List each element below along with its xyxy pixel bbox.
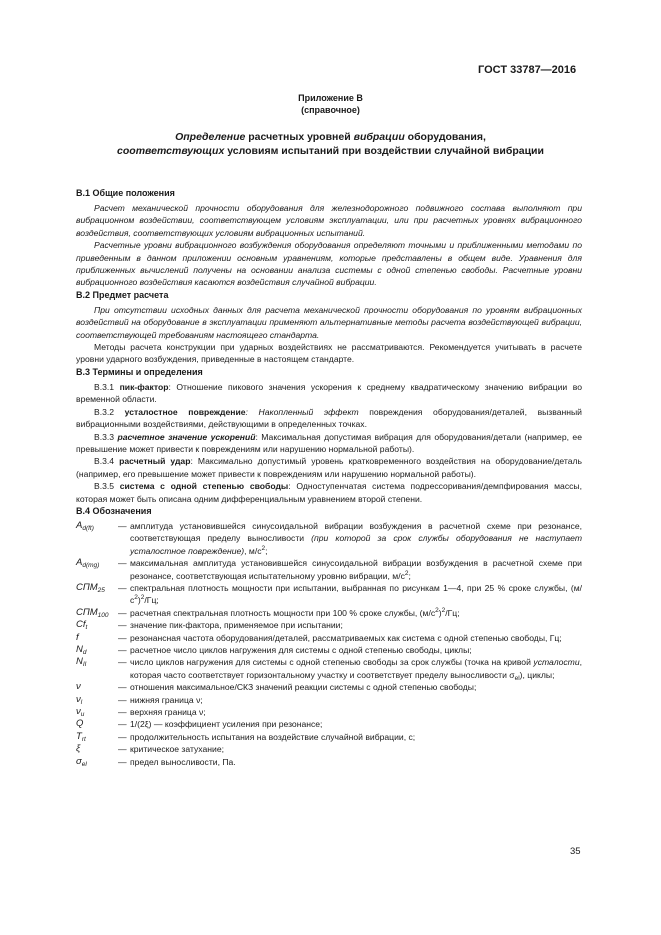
document-body [76,187,582,768]
symbol-row: $Cf_t$ — значение пик-фактора, применяемое при испытании; [76,619,343,632]
symbol-row: $A_{d(mg)}$ — максимальная амплитуда установившейся синусоидальной вибрации возбуждения в расчетной схеме при резонансе, соответствующая испытательному уровню вибрации, $м/с^2$; [76,557,582,581]
symbol-row: ξ — критическое затухание; [76,743,224,755]
term-definition: В.3.4 расчетный удар: Максимально допустимый уровень кратковременного воздействия на оборудование/деталь (например, его превышение может привести к повреждениям или нарушению нормальной работы). [76,456,582,479]
symbols-table [76,520,582,768]
section-heading: В.2 Предмет расчета [76,289,169,300]
section-heading: В.1 Общие положения [76,188,175,198]
symbol-row: $A_{d(ft)}$ — амплитуда установившейся синусоидальной вибрации возбуждения в расчетной схеме при резонансе, соответствующая пределу выносливости (при которой за срок службы оборудования не наступает усталостное повреждение), $м/с^2$; [76,519,582,556]
term-definition: В.3.2 усталостное повреждение: Накопленный эффект повреждения оборудования/деталей, вызванный вибрационными воздействиями, действующими в определенных точках. [76,406,582,430]
symbol-row: $T_{rt}$ — продолжительность испытания на воздействие случайной вибрации, с; [76,730,416,743]
term-definition: В.3.5 система с одной степенью свободы: Одноступенчатая система подрессоривания/демпфирования массы, которая может быть описана одним дифференциальным уравнением второй степени. [76,481,582,504]
term-definition: В.3.3 расчетное значение ускорений: Максимальная допустимая вибрация для оборудования/детали (например, ее превышение может привести к повреждениям или нарушению нормальной работы). [76,431,582,454]
term-definition: В.3.1 пик-фактор: Отношение пикового значения ускорения к среднему квадратическому значению вибрации во временной области. [76,381,582,405]
appendix-label: Приложение В [298,93,363,103]
appendix-type: (справочное) [301,105,360,115]
appendix-header [0,92,661,116]
symbol-row: $N_{II}$ — число циклов нагружения для системы с одной степенью свободы за срок службы (точка на кривой усталости, которая часто соответствует горизонтальному участку и соответствует пределу выносливости $\sigma_{el}$), циклы; [76,656,582,682]
page-number: 35 [570,846,581,857]
symbol-row: ν — отношения максимальное/СКЗ значений реакции системы с одной степенью свободы; [76,681,477,693]
section-heading: В.3 Термины и определения [76,366,203,377]
appendix-title: Определение расчетных уровней вибрации оборудования, соответствующих условиям испытаний при воздействии случайной вибрации [117,131,544,157]
symbol-row: Q — 1/(2ξ) — коэффициент усиления при резонансе; [76,718,323,730]
symbol-row: $\nu_l$ — нижняя граница ν; [76,693,203,706]
symbol-row: $\sigma_{el}$ — предел выносливости, Па. [76,755,236,768]
paragraph: Расчетные уровни вибрационного возбуждения оборудования определяют точными и приближенными методами по приведенным в данном приложении основным уравнениям, которые представлены в общем виде. Уравнения для приближенных вычислений получены на основании анализа системы с одной степенью свободы. Расчетные уровни вибрационного воздействия касаются воздействия случайной вибрации. [76,240,582,288]
paragraph: При отсутствии исходных данных для расчета механической прочности оборудования по уровням вибрационных воздействий на оборудование в эксплуатации применяют альтернативные методы расчета воздействующей вибрации, соответствующей требованиям настоящего стандарта. [76,304,582,340]
symbol-row: $СПМ_{100}$ — расчетная спектральная плотность мощности при 100 % сроке службы, $(м/с^2)^2/Гц$; [76,606,460,619]
paragraph: Методы расчета конструкции при ударных воздействиях не рассматриваются. Рекомендуется учитывать в расчете уровни ударного возбуждения, приведенные в настоящем стандарте. [76,342,582,365]
symbol-row: $N_d$ — расчетное число циклов нагружения для системы с одной степенью свободы, циклы; [76,644,472,656]
symbol-row: $\nu_u$ — верхняя граница ν; [76,706,206,719]
symbol-row: $СПМ_{25}$ — спектральная плотность мощности при испытании, выбранная по рисункам 1—4, при 25 % сроке службы, $(м/с^2)^2/Гц$; [76,581,582,606]
standard-number: ГОСТ 33787—2016 [478,64,577,76]
symbol-row: f — резонансная частота оборудования/деталей, рассматриваемых как система с одной степенью свободы, Гц; [76,631,562,643]
section-heading: В.4 Обозначения [76,505,152,516]
paragraph: Расчет механической прочности оборудования для железнодорожного подвижного состава выполняют при вибрационном воздействии, соответствующем условиям эксплуатации, или при расчетных уровнях вибрационного воздействия, соответствующих условиям вибрационных испытаний. [76,203,582,238]
